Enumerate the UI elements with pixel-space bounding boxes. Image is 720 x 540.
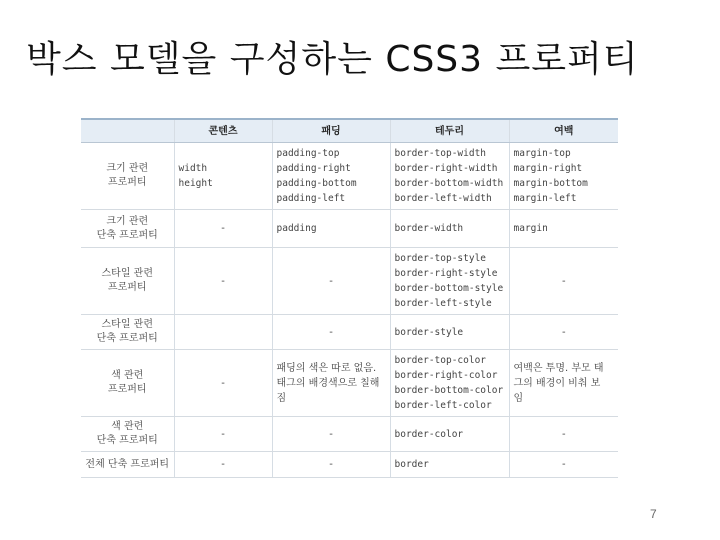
cell-border: [390, 452, 509, 478]
cell-border-value: border-top-color: [394, 355, 487, 366]
header-content: 콘텐츠: [174, 119, 272, 143]
cell-border: [390, 350, 509, 417]
cell-padding-value: padding: [276, 223, 317, 234]
cell-margin-value: -: [561, 326, 566, 338]
table-row: [81, 417, 618, 452]
cell-padding-value: padding-right: [276, 163, 351, 174]
cell-border-value: border-style: [394, 326, 464, 338]
row-label-line: 단축 프로퍼티: [96, 435, 158, 446]
row-label: [81, 452, 174, 478]
row-label-line: 스타일 관련: [101, 319, 153, 330]
row-label-line: 단축 프로퍼티: [96, 333, 158, 344]
cell-padding: [272, 452, 390, 478]
cell-content: [174, 143, 272, 210]
cell-padding: [272, 315, 390, 350]
cell-content: [174, 315, 272, 350]
cell-content: [174, 210, 272, 248]
cell-border: [390, 248, 509, 315]
css-box-model-properties-table: [81, 118, 618, 478]
row-label-line: 스타일 관련: [101, 268, 153, 279]
cell-padding: [272, 350, 390, 417]
cell-content-value: -: [221, 223, 225, 234]
row-label: [81, 315, 174, 350]
cell-margin: [509, 315, 618, 350]
cell-content-value: -: [221, 377, 225, 389]
cell-margin: [509, 143, 618, 210]
table-row: [81, 350, 618, 417]
cell-border: [390, 210, 509, 248]
row-label: [81, 143, 174, 210]
table-row: [81, 452, 618, 478]
table-body: [81, 143, 618, 478]
cell-border-value: border-left-style: [394, 298, 492, 309]
cell-border: [390, 143, 509, 210]
cell-margin: [509, 417, 618, 452]
cell-margin-value: margin-top: [513, 148, 571, 159]
cell-content-value: -: [221, 275, 225, 287]
row-label: [81, 248, 174, 315]
cell-padding-value: padding-left: [276, 193, 346, 204]
cell-border-value: border-right-color: [394, 370, 498, 381]
row-label-line: 프로퍼티: [107, 282, 147, 293]
header-border: 테두리: [390, 119, 509, 143]
table-header-row: [81, 119, 618, 143]
row-label-line: 프로퍼티: [107, 384, 147, 395]
row-label: [81, 350, 174, 417]
row-label-line: 단축 프로퍼티: [96, 229, 158, 241]
cell-padding-value: 태그의 배경색으로 칠해: [276, 377, 380, 389]
cell-padding-value: -: [329, 459, 333, 470]
cell-padding-value: -: [329, 275, 333, 287]
cell-padding: [272, 248, 390, 315]
cell-margin-value: margin-bottom: [513, 178, 588, 189]
cell-padding-value: padding-top: [276, 148, 340, 159]
cell-padding: [272, 417, 390, 452]
cell-margin: [509, 452, 618, 478]
cell-border-value: border-left-width: [394, 193, 492, 204]
cell-margin-value: -: [561, 428, 566, 440]
cell-border-value: border-top-width: [394, 148, 487, 159]
row-label-line: 크기 관련: [106, 163, 149, 174]
cell-content: [174, 417, 272, 452]
row-label-line: 프로퍼티: [107, 177, 147, 188]
cell-margin-value: margin-left: [513, 193, 577, 204]
row-label: [81, 417, 174, 452]
cell-padding-value: 짐: [276, 392, 287, 404]
cell-border-value: border-color: [394, 428, 464, 440]
table-row: [81, 315, 618, 350]
cell-padding-value: padding-bottom: [276, 178, 357, 189]
cell-margin-value: margin-right: [513, 163, 583, 174]
cell-padding-value: 패딩의 색은 따로 없음.: [276, 362, 377, 374]
cell-border-value: border-top-style: [394, 253, 487, 264]
row-label: [81, 210, 174, 248]
cell-margin-value: margin: [513, 223, 548, 234]
cell-padding-value: -: [329, 326, 333, 338]
cell-padding: [272, 210, 390, 248]
cell-border-value: border-bottom-style: [394, 283, 504, 294]
cell-content: [174, 248, 272, 315]
row-label-line: 크기 관련: [106, 215, 149, 227]
cell-margin-value: 임: [513, 392, 524, 404]
cell-border: [390, 417, 509, 452]
cell-padding-value: -: [329, 428, 333, 440]
cell-content: [174, 452, 272, 478]
header-margin: 여백: [509, 119, 618, 143]
row-label-line: 전체 단축 프로퍼티: [85, 458, 170, 470]
cell-border-value: border-width: [394, 223, 464, 234]
cell-margin: [509, 350, 618, 417]
cell-border-value: border-bottom-color: [394, 385, 504, 396]
cell-content: [174, 350, 272, 417]
cell-margin-value: 그의 배경이 비춰 보: [513, 377, 601, 389]
table-row: [81, 143, 618, 210]
cell-margin: [509, 210, 618, 248]
cell-border-value: border-right-width: [394, 163, 498, 174]
row-label-line: 색 관련: [111, 370, 144, 381]
cell-content-value: height: [178, 178, 213, 189]
cell-border-value: border-right-style: [394, 268, 498, 279]
cell-border-value: border: [394, 459, 429, 470]
slide-title: 박스 모델을 구성하는 CSS3 프로퍼티: [26, 39, 639, 80]
cell-border-value: border-left-color: [394, 400, 492, 411]
properties-table-container: [81, 118, 618, 478]
row-label-line: 색 관련: [111, 421, 144, 432]
page-number: 7: [650, 507, 657, 521]
table-row: [81, 210, 618, 248]
cell-margin-value: -: [561, 275, 566, 287]
header-corner: [81, 119, 174, 143]
cell-content-value: width: [178, 163, 208, 174]
cell-content-value: -: [221, 459, 225, 470]
header-padding: 패딩: [272, 119, 390, 143]
cell-margin: [509, 248, 618, 315]
cell-content-value: -: [221, 428, 225, 440]
table-row: [81, 248, 618, 315]
cell-border-value: border-bottom-width: [394, 178, 504, 189]
cell-border: [390, 315, 509, 350]
cell-margin-value: 여백은 투명. 부모 태: [513, 362, 604, 374]
cell-margin-value: -: [561, 459, 566, 470]
cell-padding: [272, 143, 390, 210]
